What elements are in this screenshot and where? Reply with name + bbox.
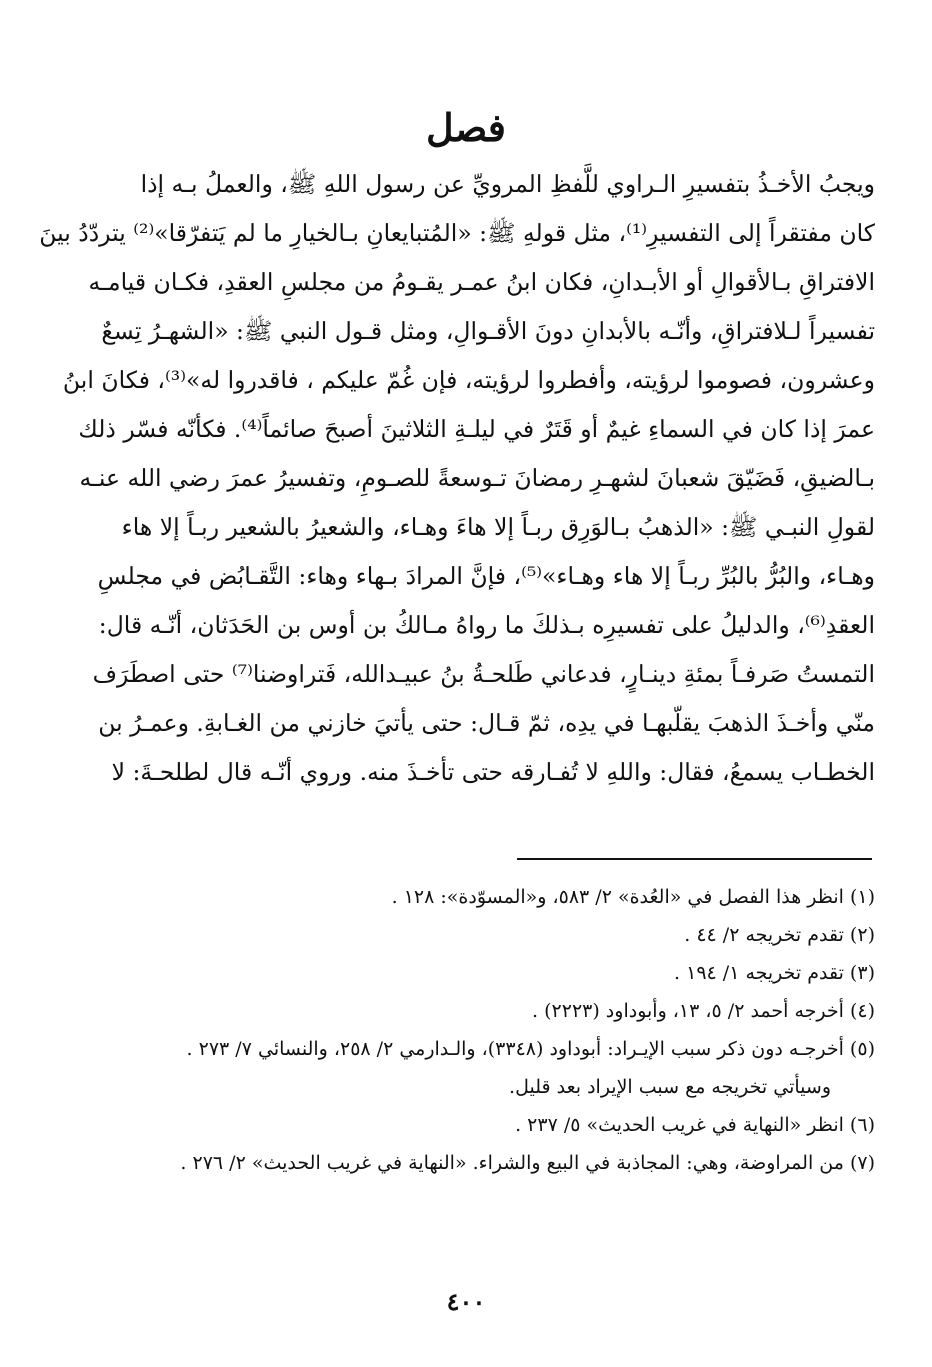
body-line: وعشرون، فصوموا لرؤيته، وأفطروا لرؤيته، فإن غُمّ عليكم ، فاقدروا له»⁽³⁾، فكانَ ابنُ xyxy=(62,366,875,394)
footnote-1: (١) انظر هذا الفصل في «العُدة» ٢/ ٥٨٣، و«المسوّدة»: ١٢٨ . xyxy=(391,886,875,908)
body-line: الافتراقِ بـالأقوالِ أو الأبـدانِ، فكان ابنُ عمـر يقـومُ من مجلسِ العقدِ، فكـان قيامـه xyxy=(88,268,875,296)
body-line: ويجبُ الأخـذُ بتفسيرِ الـراوي للَّفظِ المرويِّ عن رسول اللهِ ﷺ، والعملُ بـه إذا xyxy=(140,170,875,198)
footnote-2: (٢) تقدم تخريجه ٢/ ٤٤ . xyxy=(684,924,875,946)
footnote-separator xyxy=(517,858,872,860)
body-line: التمستُ صَرفـاً بمئةِ دينـارٍ، فدعاني طَلحـةُ بنُ عبيـدالله، فَتراوضنا⁽⁷⁾ حتى اصطَرَف xyxy=(92,660,875,688)
body-line: كان مفتقراً إلى التفسيرِ⁽¹⁾، مثل قولهِ ﷺ: «المُتبايعانِ بـالخيارِ ما لم يَتفرّقا»⁽²⁾ يتردّدُ بينَ xyxy=(39,219,875,247)
footnote-6: (٦) انظر «النهاية في غريب الحديث» ٥/ ٢٣٧ . xyxy=(515,1114,875,1136)
body-line: بـالضيقِ، فَضَيّقَ شعبانَ لشهـرِ رمضانَ تـوسعةً للصـومِ، وتفسيرُ عمرَ رضي الله عنـه xyxy=(79,464,875,492)
page-number: ٤٠٠ xyxy=(446,1287,486,1316)
main-text xyxy=(39,160,875,797)
body-line: الخطـاب يسمعُ، فقال: واللهِ لا تُفـارقه حتى تأخـذَ منه. وروي أنّـه قال لطلحـةَ: لا xyxy=(111,758,875,786)
footnote-4: (٤) أخرجه أحمد ٢/ ٥، ١٣، وأبوداود (٢٢٢٣) . xyxy=(532,1000,875,1022)
footnote-5-continuation: وسيأتي تخريجه مع سبب الإيراد بعد قليل. xyxy=(509,1076,831,1098)
body-line: تفسيراً لـلافتراقِ، وأنّـه بالأبدانِ دونَ الأقـوالِ، ومثل قـول النبي ﷺ: «الشهـرُ تِسعٌ xyxy=(101,317,875,345)
body-line: العقدِ⁽⁶⁾، والدليلُ على تفسيرِه بـذلكَ ما رواهُ مـالكُ بن أوس بن الحَدَثان، أنّـه قال: xyxy=(98,611,875,639)
footnotes xyxy=(60,878,875,1182)
body-line: لقولِ النبـي ﷺ: «الذهبُ بـالوَرِق ربـاً إلا هاءَ وهـاء، والشعيرُ بالشعير ربـاً إلا هاء xyxy=(121,513,875,541)
section-title: فصل xyxy=(426,105,506,150)
footnote-5: (٥) أخرجـه دون ذكر سبب الإيـراد: أبوداود (٣٣٤٨)، والـدارمي ٢/ ٢٥٨، والنسائي ٧/ ٢٧٣ . xyxy=(186,1038,875,1060)
footnote-7: (٧) من المراوضة، وهي: المجاذبة في البيع والشراء. «النهاية في غريب الحديث» ٢/ ٢٧٦ . xyxy=(180,1152,875,1174)
body-line: منّي وأخـذَ الذهبَ يقلّبهـا في يدِه، ثمّ قـال: حتى يأتيَ خازني من الغـابةِ. وعمـرُ بن xyxy=(98,709,875,737)
body-line: وهـاء، والبُرُّ بالبُرِّ ربـاً إلا هاء وهـاء»⁽⁵⁾، فإنَّ المرادَ بـهاء وهاء: التَّقـابُض في مجلسِ xyxy=(97,562,875,590)
body-line: عمرَ إذا كان في السماءِ غيمٌ أو قَتَرٌ في ليلـةِ الثلاثينَ أصبحَ صائماً⁽⁴⁾. فكأنّه فسّر ذلك xyxy=(78,415,875,443)
footnote-3: (٣) تقدم تخريجه ١/ ١٩٤ . xyxy=(674,962,875,984)
